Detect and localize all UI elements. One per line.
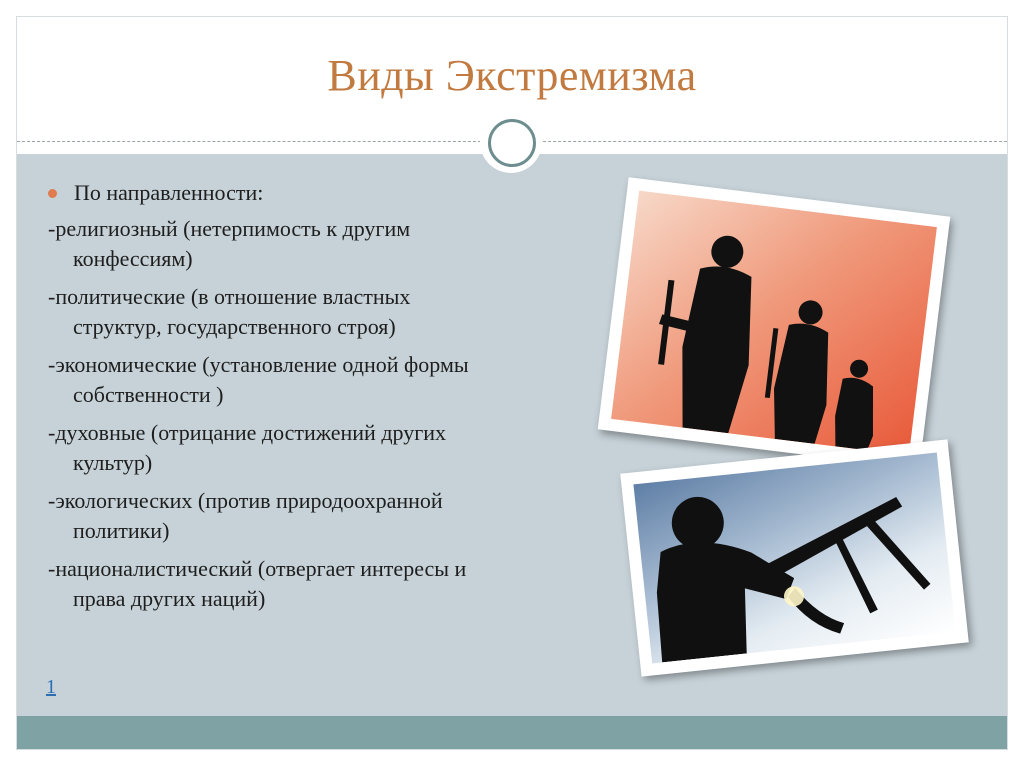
content-text <box>48 178 608 622</box>
list-item-line: собственности ) <box>73 382 224 407</box>
list-item-line: конфессиям) <box>73 246 193 271</box>
photo-icon <box>611 191 937 456</box>
bullet-text: По направленности: <box>74 180 264 205</box>
list-item-line: политики) <box>73 518 170 543</box>
silhouette-graphic <box>611 191 937 456</box>
ring-ornament-inner <box>488 119 536 167</box>
list-item-line: структур, государственного строя) <box>73 314 396 339</box>
slide-title: Виды Экстремизма <box>327 51 697 100</box>
list-item <box>48 214 608 274</box>
bullet-icon <box>48 189 57 198</box>
list-item <box>48 554 608 614</box>
list-item-line: права других наций) <box>73 586 266 611</box>
list-item-line: -политические (в отношение властных <box>48 284 411 309</box>
machine-gunner-silhouette-photo <box>620 439 969 676</box>
list-item <box>48 282 608 342</box>
list-item-line: -экономические (установление одной формы <box>48 352 469 377</box>
silhouette-graphic <box>633 453 955 664</box>
armed-silhouettes-photo <box>598 177 951 469</box>
list-item-line: -националистический (отвергает интересы и <box>48 556 467 581</box>
list-item-line: -духовные (отрицание достижений других <box>48 420 447 445</box>
bullet-heading <box>48 178 608 208</box>
list-item <box>48 486 608 546</box>
page-number-link[interactable]: 1 <box>46 676 56 698</box>
photo-icon <box>633 453 955 664</box>
list-item-line: -религиозный (нетерпимость к другим <box>48 216 411 241</box>
list-item-line: культур) <box>73 450 153 475</box>
list-item-line: -экологических (против природоохранной <box>48 488 443 513</box>
list-item <box>48 350 608 410</box>
list-item <box>48 418 608 478</box>
